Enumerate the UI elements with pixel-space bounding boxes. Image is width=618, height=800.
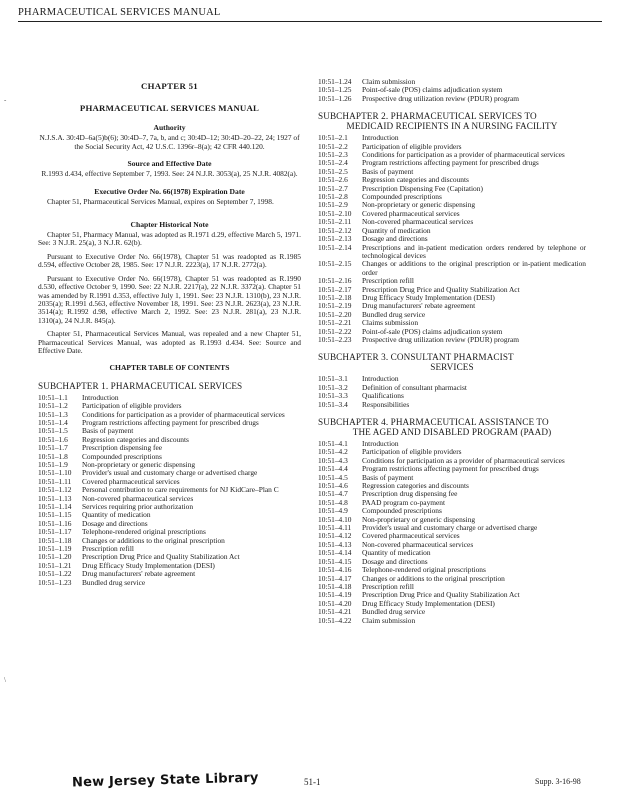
section-title: Claims submission [362,318,419,328]
subchapter-2-list [318,134,586,344]
section-title: Quantity of medication [362,225,431,235]
page-number: 51-1 [304,777,321,787]
section-title: Claim submission [362,615,416,625]
section-title: Prescriptions and in-patient medication orders rendered by telephone or technological devices [362,242,586,260]
historical-note-p1: Chapter 51, Pharmacy Manual, was adopted as R.1971 d.29, effective March 5, 1971. See: 3 N.J.R. 25(a), 3 N.J.R. 62(b). [38,230,301,248]
section-title: Personal contribution to care requirements for NJ KidCare–Plan C [82,485,279,495]
subchapter-4-title-line2: THE AGED AND DISABLED PROGRAM (PAAD) [352,427,552,437]
section-number: 10:51–1.11 [38,476,72,486]
historical-note-p4: Chapter 51, Pharmaceutical Services Manual, was repealed and a new Chapter 51, Pharmaceutical Services Manual, was adopted as R.1993 d.434. See: Source and Effective Date. [38,329,301,355]
section-title: Quantity of medication [82,510,151,520]
source-heading: Source and Effective Date [127,159,212,169]
section-title: Prescription drug dispensing fee [362,489,458,499]
section-number: 10:51–4.9 [318,506,348,516]
section-title: Point-of-sale (POS) claims adjudication system [362,85,503,95]
subchapter-1-title: SUBCHAPTER 1. PHARMACEUTICAL SERVICES [38,380,243,391]
toc-entry [38,419,301,427]
section-number: 10:51–1.14 [38,502,72,512]
section-title: Conditions for participation as a provider of pharmaceutical services [82,409,285,419]
section-number: 10:51–2.1 [318,133,348,143]
toc-entry [38,579,301,587]
section-number: 10:51–1.9 [38,460,68,469]
section-number: 10:51–4.5 [318,472,348,482]
toc-entry [318,617,586,625]
section-title: Definition of consultant pharmacist [362,382,467,392]
toc-entry [318,95,586,103]
toc-entry [318,608,586,616]
toc-heading: CHAPTER TABLE OF CONTENTS [109,363,230,373]
section-number: 10:51–2.14 [318,242,352,252]
section-title: Prospective drug utilization review (PDUR) program [362,93,520,103]
section-number: 10:51–4.2 [318,447,348,457]
section-number: 10:51–1.16 [38,518,72,528]
section-title: Dosage and directions [362,556,428,566]
section-number: 10:51–1.20 [38,552,72,562]
section-title: Claim submission [362,77,416,86]
chapter-title: PHARMACEUTICAL SERVICES MANUAL [79,103,260,114]
section-title: Program restrictions affecting payment for prescribed drugs [82,417,259,427]
toc-entry [38,503,301,511]
toc-entry [318,260,586,277]
section-number: 10:51–1.8 [38,451,68,461]
toc-entry [318,311,586,319]
section-number: 10:51–2.21 [318,318,352,328]
section-title: Dosage and directions [82,518,148,528]
section-title: Bundled drug service [362,607,426,617]
section-number: 10:51–4.3 [318,455,348,465]
section-number: 10:51–2.2 [318,141,348,151]
section-title: Regression categories and discounts [362,481,469,491]
section-title: PAAD program co-payment [362,497,446,507]
section-number: 10:51–2.16 [318,276,352,286]
subchapter-2-title [318,111,586,131]
subchapter-3-list [318,375,586,409]
section-title: Drug Efficacy Study Implementation (DESI) [82,560,215,570]
section-title: Basis of payment [362,166,414,176]
toc-entry [318,401,586,409]
toc-entry [318,600,586,608]
section-title: Regression categories and discounts [82,434,189,444]
section-title: Basis of payment [82,426,134,436]
section-number: 10:51–1.7 [38,443,68,453]
section-title: Compounded prescriptions [362,506,442,516]
section-number: 10:51–1.21 [38,560,72,570]
section-number: 10:51–1.22 [38,569,72,579]
section-number: 10:51–1.23 [38,577,72,587]
historical-note-heading: Chapter Historical Note [130,219,209,229]
toc-entry [38,511,301,519]
section-number: 10:51–4.8 [318,497,348,507]
section-number: 10:51–1.10 [38,468,72,478]
exec-order-heading: Executive Order No. 66(1978) Expiration Date [94,186,245,196]
section-title: Prescription Dispensing Fee (Capitation) [362,183,483,193]
toc-entry [318,465,586,473]
section-title: Covered pharmaceutical services [362,208,460,218]
section-title: Quantity of medication [362,548,431,558]
section-number: 10:51–4.15 [318,556,352,566]
subchapter-1-list [38,394,301,587]
toc-entry [318,227,586,235]
toc-entry [38,537,301,545]
subchapter-3-title-line2: SERVICES [430,362,474,373]
section-title: Telephone-rendered original prescriptions [362,565,486,575]
chapter-number: CHAPTER 51 [140,81,198,91]
section-title: Services requiring prior authorization [82,502,194,512]
section-title: Program restrictions affecting payment for prescribed drugs [362,158,539,168]
section-title: Conditions for participation as a provider of pharmaceutical services [362,455,565,465]
section-title: Bundled drug service [82,577,146,587]
toc-entry [318,384,586,392]
section-number: 10:51–3.2 [318,382,348,392]
section-number: 10:51–2.6 [318,175,348,185]
section-title: Compounded prescriptions [82,451,162,461]
section-title: Bundled drug service [362,309,426,319]
section-number: 10:51–1.17 [38,527,72,537]
toc-entry [38,444,301,452]
section-number: 10:51–2.10 [318,208,352,218]
section-title: Provider's usual and customary charge or advertised charge [82,468,258,478]
section-title: Non-proprietary or generic dispensing [362,200,476,210]
section-number: 10:51–4.16 [318,565,352,575]
section-title: Provider's usual and customary charge or advertised charge [362,523,538,533]
section-number: 10:51–1.3 [38,409,68,419]
section-title: Introduction [362,133,399,143]
historical-note-p3: Pursuant to Executive Order No. 66(1978), Chapter 51 was readopted as R.1990 d.530, effective October 9, 1990. See: 22 N.J.R. 2217(a), 22 N.J.R. 3372(a). Chapter 51 was amended by R.1991 d.353, effective July 1, 1991. See: 23 N.J.R. 1310(b), 23 N.J.R. 2035(a); R.1991 d.563, effective November 18, 1991. See: 23 N.J.R. 2623(a), 23 N.J.R. 3514(a); R.1992 d.98, effective March 2, 1992. See: 23 N.J.R. 281(a), 23 N.J.R. 1310(a), 24 N.J.R. 845(a). [38,273,301,325]
section-title: Non-proprietary or generic dispensing [82,460,196,469]
section-number: 10:51–4.18 [318,581,352,591]
toc-entry [318,392,586,400]
section-number: 10:51–2.7 [318,183,348,193]
section-number: 10:51–3.1 [318,374,348,384]
toc-entry [318,336,586,344]
section-number: 10:51–2.18 [318,292,352,302]
section-title: Point-of-sale (POS) claims adjudication system [362,326,503,336]
section-number: 10:51–1.19 [38,544,72,554]
subchapter-2-title-line1: SUBCHAPTER 2. PHARMACEUTICAL SERVICES TO [318,111,537,122]
authority-text: N.J.S.A. 30:4D–6a(5)b(6); 30:4D–7, 7a, b, and c; 30:4D–12; 30:4D–20–22, 24; 1927 of the Social Security Act, 42 U.S.C. 1396r–8(a); 42 CFR 440.120. [39,133,300,151]
section-title: Participation of eligible providers [362,447,462,457]
scan-mark: \ [4,676,6,684]
section-number: 10:51–2.17 [318,284,352,294]
toc-entry [318,244,586,261]
running-header: PHARMACEUTICAL SERVICES MANUAL [18,7,221,18]
section-title: Covered pharmaceutical services [362,531,460,541]
section-title: Participation of eligible providers [82,401,182,411]
section-title: Prospective drug utilization review (PDUR) program [362,334,520,344]
section-number: 10:51–4.11 [318,523,352,533]
section-title: Regression categories and discounts [362,175,469,185]
section-number: 10:51–4.19 [318,590,352,600]
toc-entry [318,302,586,310]
section-title: Responsibilities [362,399,410,409]
toc-entry [38,436,301,444]
section-title: Conditions for participation as a provider of pharmaceutical services [362,150,565,160]
section-number: 10:51–1.13 [38,493,72,503]
section-number: 10:51–3.3 [318,391,348,401]
section-number: 10:51–4.1 [318,439,348,448]
section-title: Prescription refill [362,581,414,591]
section-number: 10:51–2.15 [318,259,352,269]
section-number: 10:51–2.12 [318,225,352,235]
section-title: Drug manufacturers' rebate agreement [82,569,196,579]
subchapter-4-title-line1: SUBCHAPTER 4. PHARMACEUTICAL ASSISTANCE TO [318,417,549,427]
section-number: 10:51–4.13 [318,539,352,549]
section-title: Prescription refill [82,544,134,554]
subchapter-3-title-line1: SUBCHAPTER 3. CONSULTANT PHARMACIST [318,352,514,363]
header-rule [18,21,602,22]
section-title: Prescription refill [362,276,414,286]
section-number: 10:51–4.6 [318,481,348,491]
section-number: 10:51–4.21 [318,607,352,617]
section-number: 10:51–2.22 [318,326,352,336]
section-number: 10:51–2.5 [318,166,348,176]
exec-order-text: Chapter 51, Pharmaceutical Services Manual, expires on September 7, 1998. [47,197,274,207]
section-number: 10:51–1.2 [38,401,68,411]
toc-entry [38,570,301,578]
right-column [318,78,586,625]
section-number: 10:51–1.26 [318,93,352,103]
section-number: 10:51–2.8 [318,192,348,202]
section-title: Introduction [362,439,399,448]
section-number: 10:51–4.10 [318,514,352,524]
section-title: Non-covered pharmaceutical services [82,493,194,503]
section-number: 10:51–2.19 [318,301,352,311]
section-title: Qualifications [362,391,404,401]
subchapter-4-title [318,417,586,437]
library-stamp: New Jersey State Library [71,770,259,791]
subchapter-4-list [318,440,586,625]
section-title: Changes or additions to the original prescription [82,535,225,545]
section-title: Prescription Drug Price and Quality Stabilization Act [82,552,240,562]
section-title: Prescription dispensing fee [82,443,163,453]
section-number: 10:51–4.12 [318,531,352,541]
authority-heading: Authority [153,122,186,132]
section-title: Changes or additions to the original prescription [362,573,505,583]
section-number: 10:51–4.17 [318,573,352,583]
section-title: Introduction [362,374,399,384]
historical-note-p2: Pursuant to Executive Order No. 66(1978), Chapter 51 was readopted as R.1985 d.594, effective October 28, 1985. See: 17 N.J.R. 2223(a), 17 N.J.R. 2772(a). [38,251,301,270]
section-number: 10:51–1.25 [318,85,352,95]
toc-entry [318,218,586,226]
section-title: Non-covered pharmaceutical services [362,217,474,227]
section-title: Participation of eligible providers [362,141,462,151]
section-number: 10:51–1.1 [38,392,68,402]
toc-entry [318,549,586,557]
section-number: 10:51–2.11 [318,217,352,227]
section-title: Basis of payment [362,472,414,482]
toc-entry [318,185,586,193]
section-number: 10:51–1.4 [38,417,68,427]
section-title: Introduction [82,392,119,402]
toc-entry [318,490,586,498]
section-number: 10:51–4.7 [318,489,348,499]
section-title: Compounded prescriptions [362,192,442,202]
scan-mark: - [4,96,7,104]
section-title: Covered pharmaceutical services [82,476,180,486]
section-number: 10:51–1.12 [38,485,72,495]
section-number: 10:51–1.6 [38,434,68,444]
subchapter-3-title [318,352,586,372]
left-column [38,52,301,587]
section-title: Drug Efficacy Study Implementation (DESI) [362,292,495,302]
subchapter-1-list-continued [318,78,586,103]
section-number: 10:51–2.3 [318,150,348,160]
section-title: Prescription Drug Price and Quality Stabilization Act [362,284,520,294]
toc-entry [318,499,586,507]
subchapter-2-title-line2: MEDICAID RECIPIENTS IN A NURSING FACILITY [346,121,558,132]
section-number: 10:51–2.4 [318,158,348,168]
section-title: Telephone-rendered original prescriptions [82,527,206,537]
section-number: 10:51–4.22 [318,615,352,625]
section-number: 10:51–4.4 [318,464,348,474]
section-number: 10:51–1.5 [38,426,68,436]
section-number: 10:51–2.13 [318,234,352,244]
section-number: 10:51–1.24 [318,77,352,86]
toc-entry [318,541,586,549]
section-number: 10:51–2.23 [318,334,352,344]
section-title: Drug manufacturers' rebate agreement [362,301,476,311]
section-title: Changes or additions to the original prescription or in-patient medication order [362,259,586,277]
section-number: 10:51–1.15 [38,510,72,520]
section-title: Prescription Drug Price and Quality Stabilization Act [362,590,520,600]
section-title: Non-covered pharmaceutical services [362,539,474,549]
section-number: 10:51–2.20 [318,309,352,319]
section-number: 10:51–4.20 [318,598,352,608]
supplement-date: Supp. 3-16-98 [535,777,581,786]
section-number: 10:51–1.18 [38,535,72,545]
section-number: 10:51–4.14 [318,548,352,558]
section-number: 10:51–3.4 [318,399,348,409]
section-title: Dosage and directions [362,234,428,244]
toc-entry [318,575,586,583]
section-title: Non-proprietary or generic dispensing [362,514,476,524]
source-text: R.1993 d.434, effective September 7, 1993. See: 24 N.J.R. 3053(a), 25 N.J.R. 4082(a). [41,169,298,179]
toc-entry [318,159,586,167]
section-number: 10:51–2.9 [318,200,348,210]
section-title: Drug Efficacy Study Implementation (DESI) [362,598,495,608]
section-title: Program restrictions affecting payment for prescribed drugs [362,464,539,474]
